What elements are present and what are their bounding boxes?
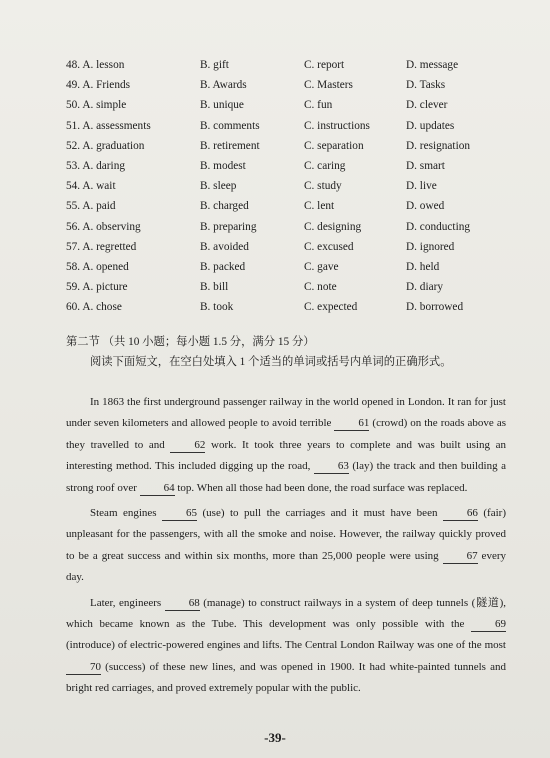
option-c: C. instructions [304, 119, 370, 132]
option-c: C. caring [304, 159, 346, 172]
option-c: C. designing [304, 220, 362, 233]
option-b: B. gift [200, 59, 229, 71]
option-b: B. Awards [200, 79, 247, 92]
option-a: 60. A. chose [66, 301, 122, 314]
section-title: 第二节 （共 10 小题；每小题 1.5 分，满分 15 分） [66, 336, 315, 348]
option-b: B. charged [200, 200, 249, 213]
option-row [66, 196, 536, 216]
option-d: D. ignored [406, 240, 455, 253]
option-b: B. bill [200, 281, 229, 294]
option-row [66, 237, 536, 257]
option-d: D. live [406, 180, 437, 193]
option-row [66, 136, 536, 156]
option-c: C. Masters [304, 79, 353, 92]
option-d: D. borrowed [406, 301, 464, 314]
option-row [66, 297, 536, 317]
option-a: 51. A. assessments [66, 119, 151, 132]
option-d: D. resignation [406, 139, 471, 152]
option-a: 48. A. lesson [66, 59, 125, 71]
blank-64[interactable]: 64 [140, 481, 175, 496]
option-d: D. Tasks [406, 79, 446, 92]
blank-65[interactable]: 65 [162, 506, 197, 521]
option-c: C. report [304, 59, 345, 71]
section-instruction: 阅读下面短文，在空白处填入 1 个适当的单词或括号内单词的正确形式。 [90, 356, 452, 368]
option-a: 58. A. opened [66, 260, 129, 273]
blank-61[interactable]: 61 [334, 416, 369, 431]
options-list [66, 55, 536, 317]
option-d: D. clever [406, 99, 448, 112]
blank-68[interactable]: 68 [165, 596, 200, 611]
blank-62[interactable]: 62 [170, 438, 205, 453]
option-a: 57. A. regretted [66, 240, 137, 253]
option-row [66, 277, 536, 297]
option-a: 53. A. daring [66, 159, 125, 172]
passage-paragraph-3 [66, 593, 506, 700]
option-b: B. unique [200, 99, 244, 112]
option-row [66, 95, 536, 115]
blank-63[interactable]: 63 [314, 459, 349, 474]
option-c: C. note [304, 281, 337, 294]
option-row [66, 55, 536, 75]
reading-passage [66, 392, 506, 700]
option-a: 56. A. observing [66, 220, 141, 233]
option-b: B. modest [200, 159, 246, 172]
option-c: C. study [304, 180, 342, 193]
option-d: D. updates [406, 119, 455, 132]
passage-text: (success) of these new lines, and was opened in 1900. It had white-painted tunnels and bright red carriages, and proved extremely popular with the public. [66, 660, 506, 695]
passage-text: work. It took three years to complete and was built using an interesting method. This included digging up the road, [66, 438, 506, 473]
option-a: 52. A. graduation [66, 139, 145, 152]
option-row [66, 156, 536, 176]
option-b: B. took [200, 301, 234, 314]
option-b: B. avoided [200, 240, 249, 253]
option-c: C. expected [304, 301, 358, 314]
passage-text: top. When all those had been done, the road surface was replaced. [174, 481, 468, 494]
passage-text: Steam engines [90, 507, 163, 520]
passage-text: (manage) to construct railways in a system of deep tunnels (隧道), which became known as the Tube. This development was only possible with the [66, 596, 506, 631]
option-d: D. held [406, 260, 440, 273]
option-b: B. sleep [200, 180, 237, 193]
option-d: D. smart [406, 159, 445, 172]
option-a: 59. A. picture [66, 281, 128, 294]
option-b: B. preparing [200, 220, 257, 233]
passage-paragraph-1 [66, 392, 506, 499]
blank-66[interactable]: 66 [443, 506, 478, 521]
passage-text: every day. [66, 549, 506, 584]
option-row [66, 116, 536, 136]
option-a: 50. A. simple [66, 99, 127, 112]
option-a: 49. A. Friends [66, 79, 131, 92]
blank-70[interactable]: 70 [66, 660, 101, 675]
option-row [66, 176, 536, 196]
option-d: D. owed [406, 200, 445, 213]
option-c: C. gave [304, 260, 339, 273]
option-row [66, 75, 536, 95]
option-c: C. separation [304, 139, 364, 152]
option-c: C. excused [304, 240, 354, 253]
blank-67[interactable]: 67 [443, 549, 478, 564]
option-b: B. retirement [200, 139, 260, 152]
passage-text: (introduce) of electric-powered engines and lifts. The Central London Railway was one of the most [66, 639, 506, 652]
page-number: -39- [264, 730, 286, 745]
option-a: 55. A. paid [66, 200, 116, 213]
option-d: D. diary [406, 281, 444, 294]
passage-text: In 1863 the first underground passenger railway in the world opened in London. It ran for just under seven kilometers and allowed people to avoid terrible [66, 396, 506, 430]
passage-text: Later, engineers [90, 596, 165, 609]
passage-text: (fair) unpleasant for the passengers, with all the smoke and noise. However, the railway quickly proved to be a great success and within six months, more than 25,000 people were using [66, 507, 506, 562]
option-row [66, 217, 536, 237]
option-c: C. fun [304, 99, 333, 112]
option-b: B. packed [200, 260, 246, 273]
option-d: D. conducting [406, 220, 471, 233]
option-row [66, 257, 536, 277]
option-a: 54. A. wait [66, 180, 116, 193]
passage-text: (use) to pull the carriages and it must have been [197, 507, 443, 520]
blank-69[interactable]: 69 [471, 617, 506, 632]
passage-text: (lay) the track and then building a strong roof over [66, 460, 506, 494]
passage-paragraph-2 [66, 503, 506, 589]
passage-text: (crowd) on the roads above as they travelled to and [66, 417, 506, 451]
option-b: B. comments [200, 119, 260, 132]
option-d: D. message [406, 59, 459, 71]
option-c: C. lent [304, 200, 335, 213]
